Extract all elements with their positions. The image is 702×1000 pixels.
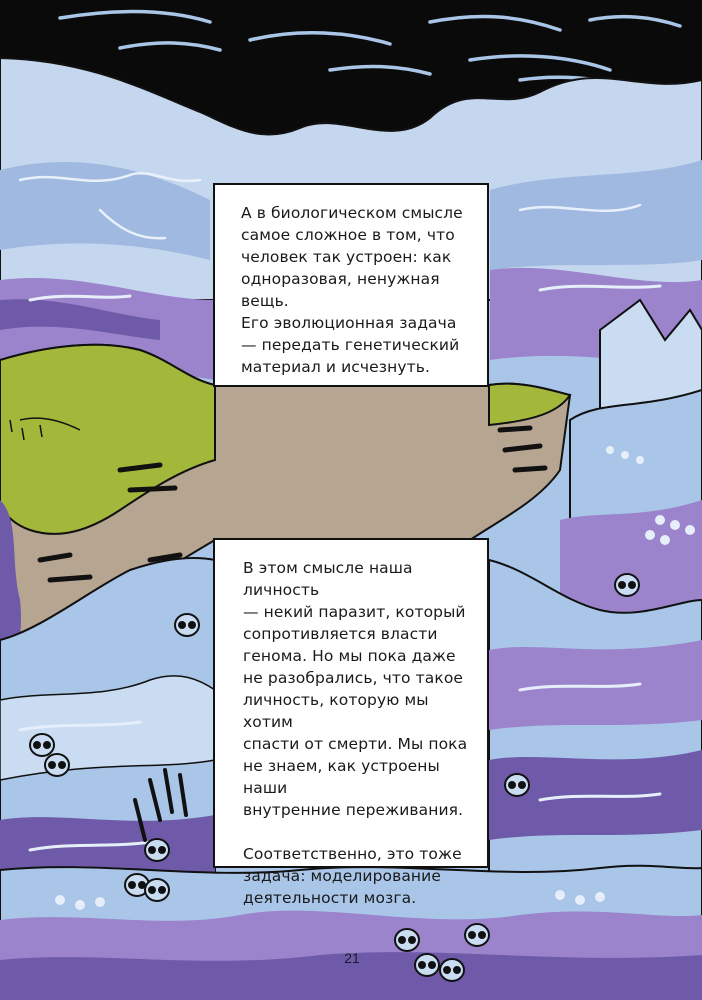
page-number: 21 [344,950,360,966]
caption-box-bottom [213,538,489,907]
caption-box-top [213,183,489,387]
caption-bottom-paragraph-1: В этом смысле наша личность — некий паразит, который сопротивляется власти генома. Но мы пока даже не разобрались, что такое личность, которую мы хотим спасти от смерти. Мы пока не знаем, как устроены наши внутренние переживания. [243,559,468,819]
caption-top-text: А в биологическом смысле самое сложное в том, что человек так устроен: как одноразовая, ненужная вещь. Его эволюционная задача — передать генетический материал и исчезнуть. [241,204,463,376]
caption-bottom-paragraph-2: Соответственно, это тоже задача: моделирование деятельности мозга. [243,845,462,907]
